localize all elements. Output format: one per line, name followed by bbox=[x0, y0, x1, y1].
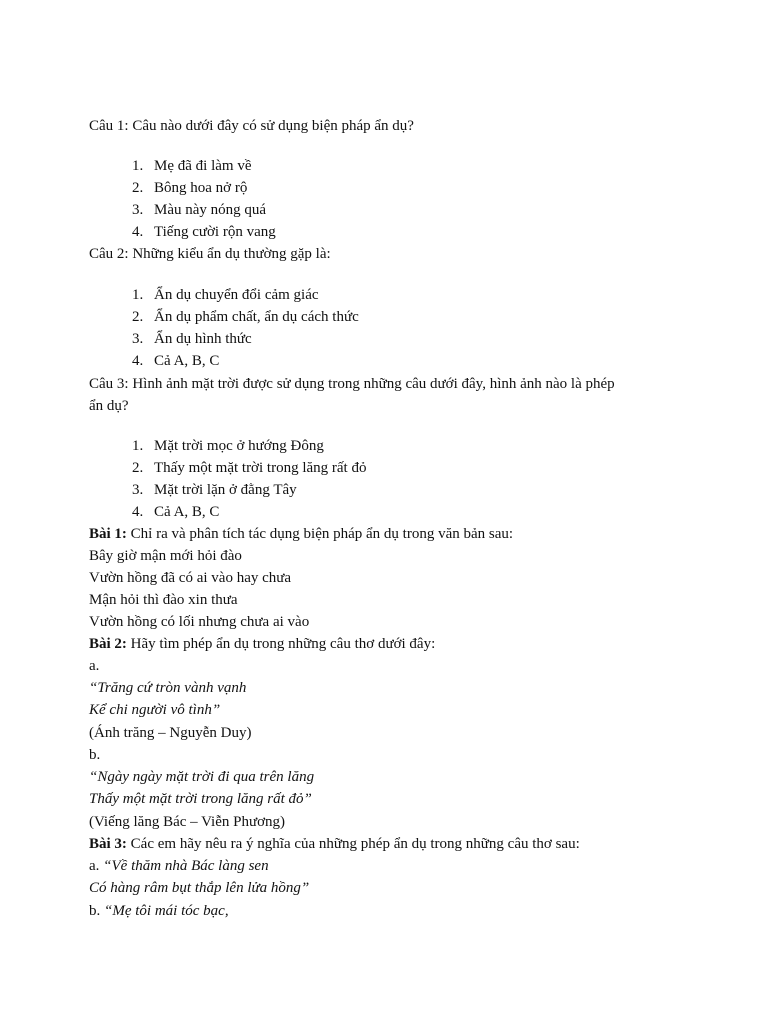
q3-option-2 bbox=[132, 458, 366, 478]
option-text: Thấy một mặt trời trong lăng rất đỏ bbox=[154, 460, 367, 476]
option-text: Cả A, B, C bbox=[154, 353, 220, 369]
option-text: Bông hoa nở rộ bbox=[154, 180, 248, 196]
exercise-3 bbox=[89, 834, 580, 854]
option-text: Ẩn dụ hình thức bbox=[154, 331, 252, 347]
option-number: 1. bbox=[132, 158, 144, 174]
q2-option-3 bbox=[132, 329, 252, 349]
q1-option-1 bbox=[132, 156, 251, 176]
sub-label-a: a. bbox=[89, 858, 104, 874]
option-text: Ẩn dụ chuyển đổi cảm giác bbox=[154, 287, 319, 303]
poem-line: Thấy một mặt trời trong lăng rất đỏ” bbox=[89, 791, 312, 807]
exercise-label: Bài 1: bbox=[89, 526, 127, 542]
poem-line: Vườn hồng đã có ai vào hay chưa bbox=[89, 570, 292, 586]
option-number: 1. bbox=[132, 287, 144, 303]
sub-label-b: b. bbox=[89, 903, 104, 919]
question-3-line-2: ẩn dụ? bbox=[89, 398, 129, 414]
poem-source: (Viếng lăng Bác – Viễn Phương) bbox=[89, 814, 286, 830]
option-text: Mặt trời mọc ở hướng Đông bbox=[154, 438, 324, 454]
exercise-3-item-a bbox=[89, 856, 269, 876]
poem-line: “Mẹ tôi mái tóc bạc, bbox=[104, 903, 229, 919]
question-1: Câu 1: Câu nào dưới đây có sử dụng biện pháp ẩn dụ? bbox=[89, 118, 414, 134]
poem-line: Vườn hồng có lối nhưng chưa ai vào bbox=[89, 614, 310, 630]
q2-option-2 bbox=[132, 307, 359, 327]
option-text: Mặt trời lặn ở đằng Tây bbox=[154, 482, 297, 498]
q3-option-4 bbox=[132, 502, 219, 522]
exercise-label: Bài 3: bbox=[89, 836, 127, 852]
q1-option-3 bbox=[132, 200, 266, 220]
exercise-1 bbox=[89, 524, 513, 544]
exercise-text: Các em hãy nêu ra ý nghĩa của những phép ẩn dụ trong những câu thơ sau: bbox=[126, 836, 580, 852]
option-number: 4. bbox=[132, 224, 144, 240]
exercise-text: Chỉ ra và phân tích tác dụng biện pháp ẩn dụ trong văn bản sau: bbox=[126, 526, 514, 542]
q1-option-2 bbox=[132, 178, 247, 198]
option-number: 3. bbox=[132, 202, 144, 218]
option-number: 1. bbox=[132, 438, 144, 454]
option-number: 2. bbox=[132, 180, 144, 196]
option-number: 2. bbox=[132, 460, 144, 476]
option-text: Tiếng cười rộn vang bbox=[154, 224, 276, 240]
exercise-label: Bài 2: bbox=[89, 636, 127, 652]
exercise-text: Hãy tìm phép ẩn dụ trong những câu thơ dưới đây: bbox=[126, 636, 436, 652]
exercise-2 bbox=[89, 634, 435, 654]
option-text: Cả A, B, C bbox=[154, 504, 220, 520]
poem-line: Bây giờ mận mới hỏi đào bbox=[89, 548, 242, 564]
q3-option-1 bbox=[132, 436, 324, 456]
poem-line: Mận hỏi thì đào xin thưa bbox=[89, 592, 238, 608]
q2-option-1 bbox=[132, 285, 319, 305]
q3-option-3 bbox=[132, 480, 297, 500]
q1-option-4 bbox=[132, 222, 276, 242]
option-number: 3. bbox=[132, 331, 144, 347]
poem-line: “Trăng cứ tròn vành vạnh bbox=[89, 680, 247, 696]
question-2: Câu 2: Những kiểu ẩn dụ thường gặp là: bbox=[89, 246, 331, 262]
poem-line: “Về thăm nhà Bác làng sen bbox=[103, 858, 269, 874]
option-number: 3. bbox=[132, 482, 144, 498]
poem-line: Kể chi người vô tình” bbox=[89, 702, 221, 718]
option-number: 4. bbox=[132, 504, 144, 520]
option-text: Ẩn dụ phẩm chất, ẩn dụ cách thức bbox=[154, 309, 359, 325]
option-number: 4. bbox=[132, 353, 144, 369]
exercise-3-item-b bbox=[89, 901, 229, 921]
sub-label-b: b. bbox=[89, 747, 101, 763]
q2-option-4 bbox=[132, 351, 219, 371]
sub-label-a: a. bbox=[89, 658, 100, 674]
poem-source: (Ánh trăng – Nguyễn Duy) bbox=[89, 725, 252, 741]
option-number: 2. bbox=[132, 309, 144, 325]
option-text: Mẹ đã đi làm về bbox=[154, 158, 252, 174]
poem-line: “Ngày ngày mặt trời đi qua trên lăng bbox=[89, 769, 315, 785]
option-text: Màu này nóng quá bbox=[154, 202, 267, 218]
question-3-line-1: Câu 3: Hình ảnh mặt trời được sử dụng trong những câu dưới đây, hình ảnh nào là phép bbox=[89, 376, 615, 392]
poem-line: Có hàng râm bụt thắp lên lửa hồng” bbox=[89, 880, 310, 896]
